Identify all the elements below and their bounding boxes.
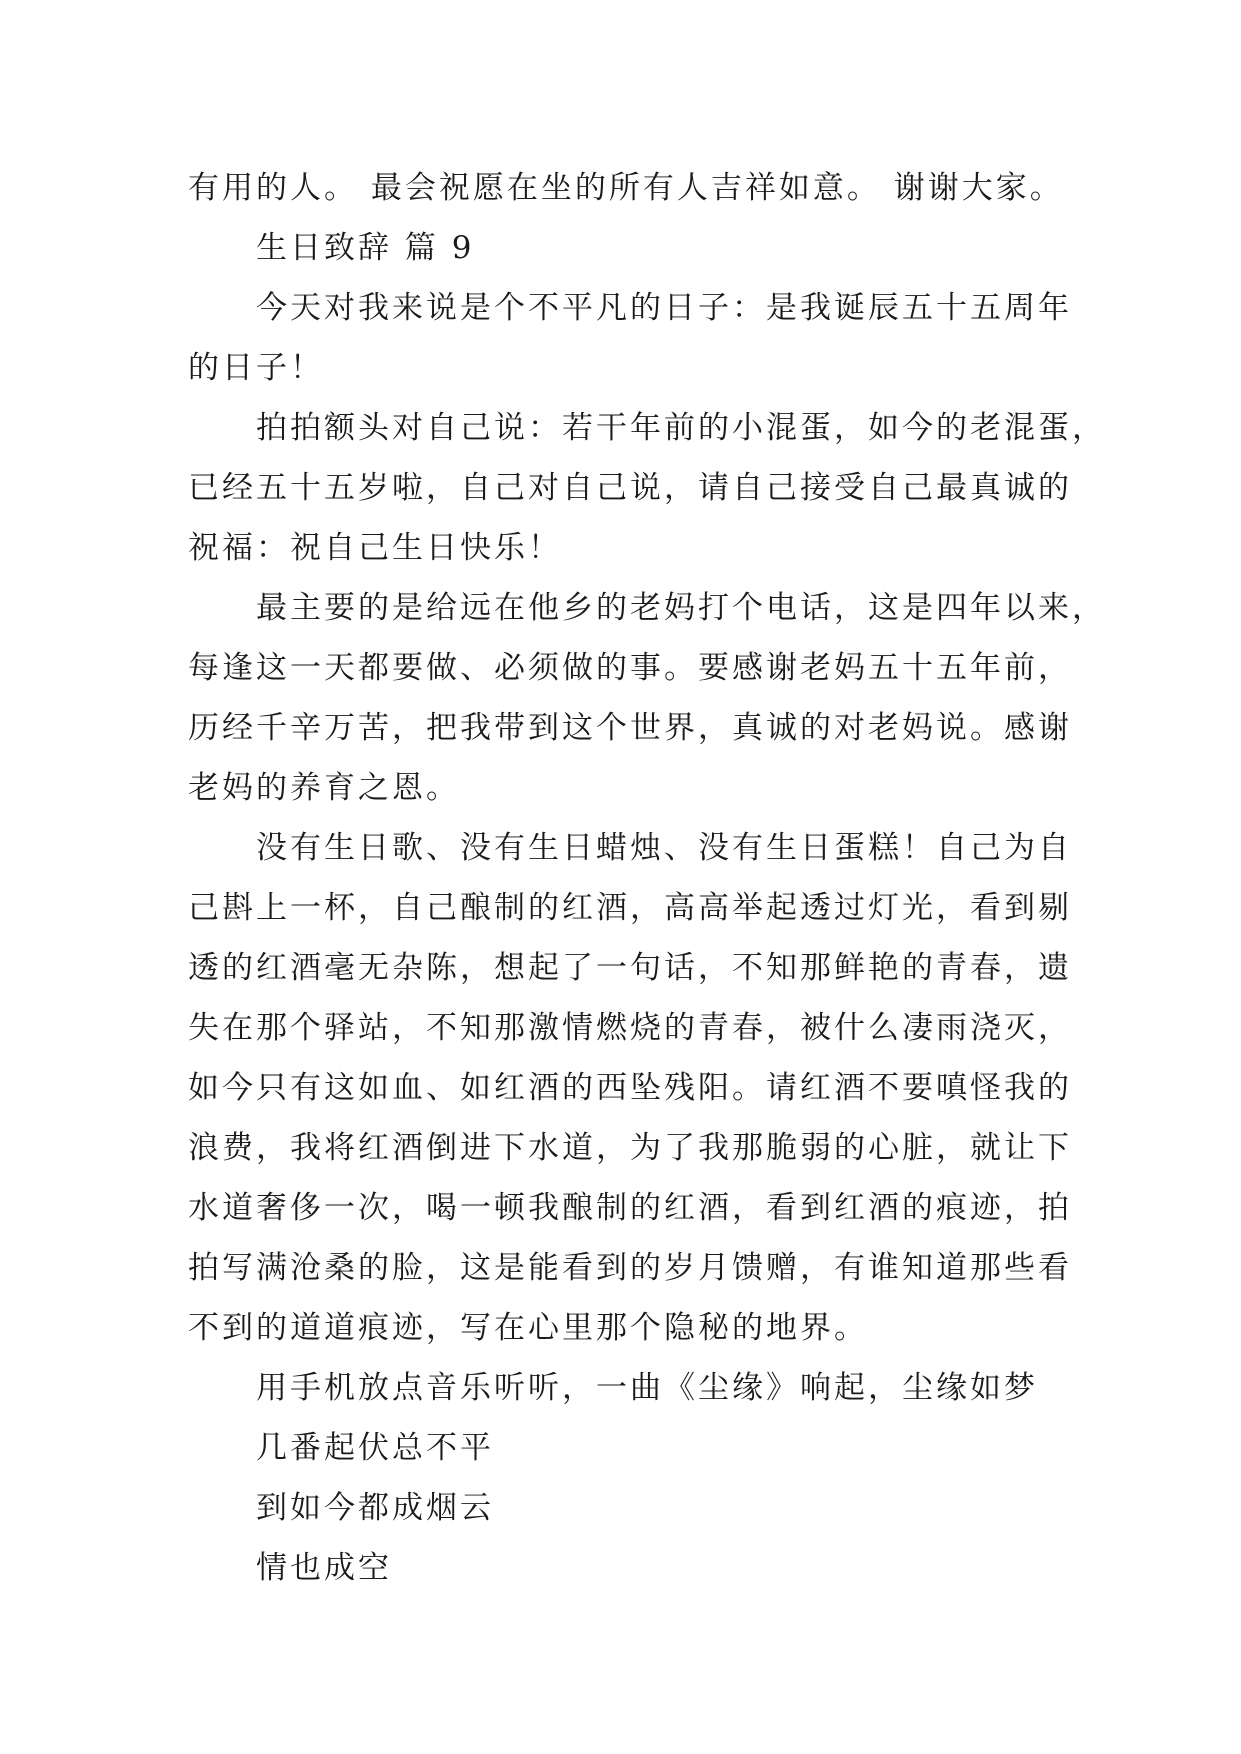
paragraph-line: 最主要的是给远在他乡的老妈打个电话，这是四年以来， <box>256 590 1106 626</box>
paragraph-line: 浪费，我将红酒倒进下水道，为了我那脆弱的心脏，就让下 <box>188 1130 1072 1166</box>
lyric-line: 到如今都成烟云 <box>256 1490 494 1526</box>
paragraph-line: 用手机放点音乐听听，一曲《尘缘》响起，尘缘如梦 <box>256 1370 1038 1406</box>
paragraph-line: 透的红酒毫无杂陈，想起了一句话，不知那鲜艳的青春，遗 <box>188 950 1072 986</box>
paragraph-line: 今天对我来说是个不平凡的日子：是我诞辰五十五周年 <box>256 290 1072 326</box>
paragraph-line: 有用的人。 最会祝愿在坐的所有人吉祥如意。 谢谢大家。 <box>188 170 1064 206</box>
paragraph-line: 每逢这一天都要做、必须做的事。要感谢老妈五十五年前， <box>188 650 1072 686</box>
lyric-line: 几番起伏总不平 <box>256 1430 494 1466</box>
paragraph-line: 己斟上一杯，自己酿制的红酒，高高举起透过灯光，看到剔 <box>188 890 1072 926</box>
lyric-line: 情也成空 <box>256 1550 392 1586</box>
paragraph-line: 水道奢侈一次，喝一顿我酿制的红酒，看到红酒的痕迹，拍 <box>188 1190 1072 1226</box>
paragraph-line: 祝福：祝自己生日快乐！ <box>188 530 562 566</box>
paragraph-line: 失在那个驿站，不知那激情燃烧的青春，被什么凄雨浇灭， <box>188 1010 1072 1046</box>
paragraph-line: 拍写满沧桑的脸，这是能看到的岁月馈赠，有谁知道那些看 <box>188 1250 1072 1286</box>
paragraph-line: 没有生日歌、没有生日蜡烛、没有生日蛋糕！自己为自 <box>256 830 1072 866</box>
paragraph-line: 已经五十五岁啦，自己对自己说，请自己接受自己最真诚的 <box>188 470 1072 506</box>
section-heading: 生日致辞 篇 9 <box>256 230 475 266</box>
paragraph-line: 历经千辛万苦，把我带到这个世界，真诚的对老妈说。感谢 <box>188 710 1072 746</box>
paragraph-line: 老妈的养育之恩。 <box>188 770 460 806</box>
paragraph-line: 的日子！ <box>188 350 324 386</box>
paragraph-line: 拍拍额头对自己说：若干年前的小混蛋，如今的老混蛋， <box>256 410 1106 446</box>
paragraph-line: 不到的道道痕迹，写在心里那个隐秘的地界。 <box>188 1310 868 1346</box>
paragraph-line: 如今只有这如血、如红酒的西坠残阳。请红酒不要嗔怪我的 <box>188 1070 1072 1106</box>
document-body <box>188 158 1106 1598</box>
